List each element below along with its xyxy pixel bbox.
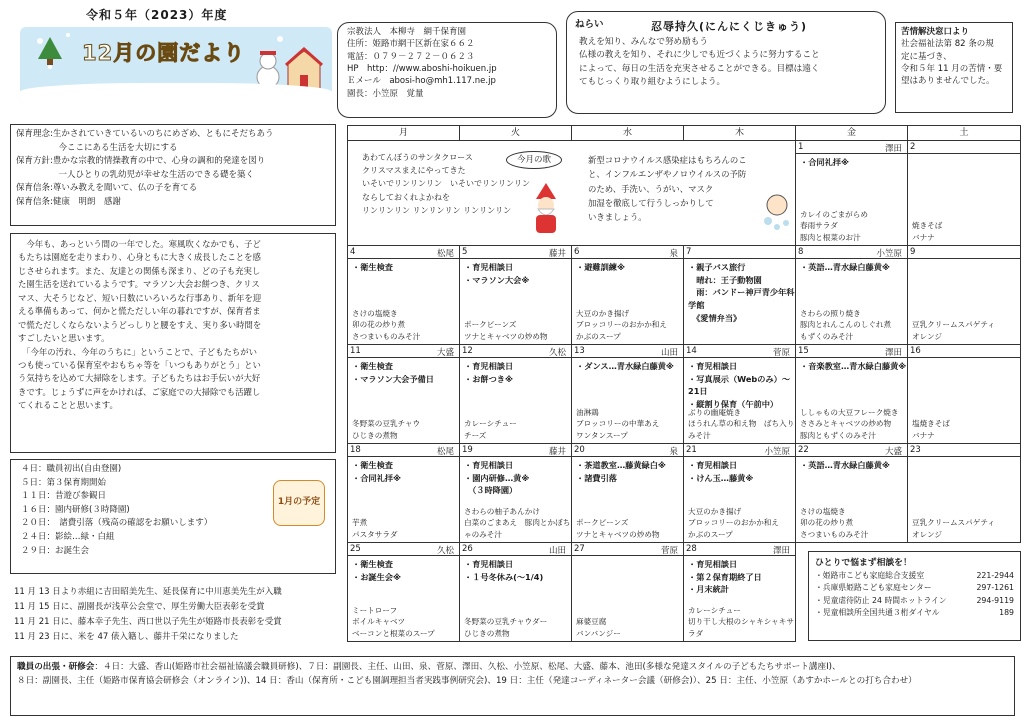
day-events: ・避難訓練※ [576, 262, 625, 272]
consult-item [815, 582, 1014, 594]
song-label: 今月の歌 [506, 151, 562, 169]
january-badge: 1月の予定 [273, 480, 325, 526]
day-divider [684, 555, 795, 556]
message-box: 今年も、あっという間の一年でした。寒風吹くなかでも、子ど もたちは園庭を走りまわり、心身ともに大きく成長したことを感 じさせられます。また、友達との関係も深まり、どの子も充実し た園生活を送れているようです。マラソン大会お餅つき、クリス マス、大そうじなど、短い日数にいろいろな行事あり、新年を迎 える準備もあって、何かと慌ただしい年の暮れですが、保育者ま で慌ただしくならないようどっしりと腰をすえ、実り多い時間を すごしたいと思います。 「今年の汚れ、今年のうちに」ということで、子どもたちがい つも使っている保育室やおもちゃ等を「いつもありがとう」とい う気持ちを込めて大掃除をします。子どもたちはお手伝いが大好 きです。じょうずに声をかければ、ご家庭での大掃除でも活躍し てくれることと思います。 [10, 233, 336, 453]
day-staff: 藤井 [548, 447, 566, 457]
day-menu: 麻婆豆腐 バンバンジー [576, 617, 621, 638]
day-events: ・育児相談日 ・マラソン大会※ [464, 262, 530, 285]
january-item: ２４日：影絵…緑・白組 [21, 531, 115, 542]
day-staff: 澤田 [884, 348, 902, 358]
day-menu: カレイのごまがらめ 春雨サラダ 豚肉と根菜のお汁 [800, 209, 868, 242]
calendar-day-21 [683, 443, 796, 543]
day-number: 25 [350, 544, 361, 554]
philosophy-box: 保育理念:生かされていきているいのちにめざめ、ともにそだちあう 今ここにある生活を大切にする 保育方針:豊かな宗教的情操教育の中で、心身の調和的発達を図り 一人ひとりの乳幼児が幸せな生活のできる礎を築く 保育信条:尊いみ教えを聞いて、仏の子を育てる 保育信条:健康 明朗 感謝 [10, 124, 336, 226]
consult-phone[interactable]: 189 [999, 608, 1014, 618]
day-menu: 冬野菜の豆乳チャウ ひじきの煮物 [352, 419, 421, 440]
calendar-day-22 [795, 443, 908, 543]
day-number: 16 [910, 346, 921, 356]
day-events: ・合同礼拝※ [800, 157, 849, 167]
day-menu: ミートローフ ボイルキャベツ ベーコンと根菜のスープ [352, 605, 435, 638]
day-divider [348, 357, 459, 358]
staff-news: 11 月 13 日より赤組に吉田昭美先生、延長保育に中川恵美先生が入職 11 月 15 日に、副園長が浅草公会堂で、厚生労働大臣表彰を受賞 11 月 21 日に、藤本幸子先生、西口世以子先生が姫路市長表彰を受賞 11 月 23 日に、米を 47 俵入籍し、藤井千栄になりました [14, 587, 282, 642]
santa-icon [528, 181, 564, 237]
day-staff: 大盛 [436, 348, 454, 358]
day-menu: 油淋鶏 ブロッコリーの中華あえ ワンタンスープ [576, 407, 660, 440]
day-divider [684, 456, 795, 457]
calendar-day-5 [459, 245, 572, 345]
day-events: ・衛生検査 [352, 262, 393, 272]
day-number: 9 [910, 247, 916, 257]
day-divider [348, 258, 459, 259]
day-divider [796, 357, 907, 358]
day-events: ・衛生検査 ・マラソン大会予備日 [352, 361, 434, 384]
snow-ground [20, 83, 332, 105]
calendar-day-13 [571, 344, 684, 444]
day-divider [460, 555, 571, 556]
day-divider [460, 258, 571, 259]
school-address: 住所：姫路市網干区新在家６６２ [347, 39, 475, 50]
school-info [337, 22, 557, 118]
calendar-day-2 [907, 140, 1021, 246]
calendar-day-12 [459, 344, 572, 444]
day-number: 12 [462, 346, 473, 356]
consult-name: ・兵庫県姫路こども家庭センター [815, 583, 932, 593]
health-notice: 新型コロナウイルス感染症はもちろんのこ と、インフルエンザやノロウイルスの予防 のため、手洗い、うがい、マスク 加湿を徹底して行うしっかりして いきましょう。 [588, 155, 747, 223]
day-divider [796, 258, 907, 259]
aims-label: ねらい [575, 19, 604, 30]
weekday-header: 月 [347, 125, 460, 141]
weekday-header: 木 [683, 125, 796, 141]
day-menu: 冬野菜の豆乳チャウダー ひじきの煮物 [464, 617, 548, 638]
consult-phone[interactable]: 221-2944 [976, 571, 1014, 580]
song-lyrics: あわてんぼうのサンタクロース クリスマスまえにやってきた いそいでリンリンリン いそいでリンリンリン ならしておくれよかねを リンリンリン リンリンリン リンリンリン [362, 153, 530, 215]
day-menu: 塩焼きそば バナナ [912, 419, 950, 440]
day-divider [908, 153, 1020, 154]
day-number: 28 [686, 544, 697, 554]
day-events: ・衛生検査 ・お誕生会※ [352, 559, 401, 582]
banner [20, 27, 332, 105]
calendar-day-7 [683, 245, 796, 345]
song-notice-cell [347, 140, 796, 246]
calendar-day-28 [683, 542, 796, 642]
calendar-day-14 [683, 344, 796, 444]
calendar-day-18 [347, 443, 460, 543]
day-staff: 久松 [548, 348, 566, 358]
weekday-header: 金 [795, 125, 908, 141]
day-events: ・育児相談日 ・第２保育期終了日 ・月末統計 [688, 559, 762, 595]
calendar-day-8 [795, 245, 908, 345]
day-menu: ししゃもの大豆フレーク焼き ささみとキャベツの炒め物 豚肉ともずくのみそ汁 [800, 407, 899, 440]
day-menu: さわらの照り焼き 豚肉とれんこんのしぐれ煮 もずくのみそ汁 [800, 308, 892, 341]
day-number: 2 [910, 142, 916, 152]
school-phone: 電話：０７９－２７２－０６２３ [347, 51, 475, 62]
calendar-day-25 [347, 542, 460, 642]
calendar-day-9 [907, 245, 1021, 345]
day-events: ・衛生検査 ・合同礼拝※ [352, 460, 401, 483]
january-item: １６日：園内研修(３時降園) [21, 504, 130, 515]
day-menu: 豆乳クリームスパゲティ オレンジ [912, 518, 995, 539]
day-number: 5 [462, 247, 468, 257]
january-item: １１日：昔遊び参観日 [21, 491, 107, 502]
day-number: 27 [574, 544, 585, 554]
calendar-day-26 [459, 542, 572, 642]
consult-title: ひとりで悩まず相談を！ [815, 558, 912, 568]
school-name: 宗教法人 本柳寺 網千保育園 [347, 27, 467, 37]
aims-body: 教えを知り、みんなで努め励もう 仏様の教えを知り、それに少しでも近づくように努力すること によって、毎日の生活を充実させることができる。目標は遠く てもじっくり取り組むようにしよう。 [579, 37, 820, 87]
day-events: ・ダンス…青水緑白藤黄※ [576, 361, 674, 371]
school-email[interactable]: Ｅメール abosi-ho@mh1.117.ne.jp [347, 76, 496, 87]
day-divider [572, 357, 683, 358]
handwash-icon [760, 191, 794, 231]
day-divider [684, 357, 795, 358]
day-divider [460, 456, 571, 457]
day-staff: 松尾 [436, 249, 454, 259]
footer-training [10, 656, 1015, 716]
footer-label: 職員の出張・研修会 [17, 662, 95, 672]
day-menu: 豆乳クリームスパゲティ オレンジ [912, 320, 995, 341]
day-events: ・音楽教室…青水緑白藤黄※ [800, 361, 907, 371]
day-staff: 澤田 [772, 546, 790, 556]
day-staff: 久松 [436, 546, 454, 556]
consult-name: ・姫路市こども家庭総合支援室 [815, 571, 925, 580]
day-menu: カレーシチュー チーズ [464, 419, 517, 440]
day-staff: 泉 [669, 249, 678, 259]
day-staff: 澤田 [884, 144, 902, 154]
day-staff: 山田 [548, 546, 566, 556]
day-staff: 藤井 [548, 249, 566, 259]
school-homepage[interactable]: HP http：//www.aboshi-hoikuen.jp [347, 63, 497, 74]
day-events: ・茶道教室…藤黄緑白※ ・諸費引落 [576, 460, 666, 483]
day-number: 14 [686, 346, 697, 356]
aims-motto: 忍辱持久(にんにくじきゅう) [651, 20, 808, 33]
day-number: 1 [798, 142, 804, 152]
day-events: ・育児相談日 ・園内研修…黄※ （３時降園） [464, 460, 530, 496]
january-item: ５日：第３保育期開始 [21, 477, 107, 488]
calendar-day-6 [571, 245, 684, 345]
day-divider [684, 258, 795, 259]
day-menu: 大豆のかき揚げ ブロッコリーのおかか和え かぶのスープ [688, 506, 779, 539]
complaint-title: 苦情解決窓口より [901, 27, 970, 37]
day-number: 4 [350, 247, 356, 257]
consult-phone[interactable]: 297-1261 [976, 583, 1014, 593]
complaint-body: 社会福祉法第 82 条の規 定に基づき、 令和５年 11 月の苦情・要 望はありませんでした。 [901, 39, 1003, 87]
day-number: 26 [462, 544, 473, 554]
day-divider [572, 258, 683, 259]
aims-box [566, 11, 886, 114]
calendar-day-15 [795, 344, 908, 444]
calendar-day-1 [795, 140, 908, 246]
day-events: ・英語…青水緑白藤黄※ [800, 262, 890, 272]
school-principal: 園長：小笠原 覚量 [347, 88, 424, 99]
day-number: 19 [462, 445, 473, 455]
calendar-day-20 [571, 443, 684, 543]
january-box [10, 459, 336, 574]
day-staff: 小笠原 [876, 249, 902, 259]
day-staff: 小笠原 [764, 447, 790, 457]
day-events: ・親子バス旅行 晴れ：王子動物園 雨：バンドー神戸青少年科学館 《愛情弁当》 [688, 262, 795, 323]
day-divider [908, 258, 1020, 259]
day-staff: 山田 [660, 348, 678, 358]
calendar-day-4 [347, 245, 460, 345]
day-number: 11 [350, 346, 361, 356]
weekday-header: 水 [571, 125, 684, 141]
day-menu: ぶりの幽庵焼き ほうれん草の和え物 ばち入りみそ汁 [688, 407, 795, 440]
day-menu: さわらの柚子あんかけ 白菜のごまあえ 豚肉とかぼちゃのみそ汁 [464, 506, 571, 539]
consult-name: ・児童相談所全国共通３桁ダイヤル [815, 608, 940, 618]
day-events: ・英語…青水緑白藤黄※ [800, 460, 890, 470]
weekday-header: 火 [459, 125, 572, 141]
day-number: 7 [686, 247, 692, 257]
day-staff: 大盛 [884, 447, 902, 457]
day-divider [796, 456, 907, 457]
day-number: 8 [798, 247, 804, 257]
consult-phone[interactable]: 294-9119 [976, 595, 1014, 605]
january-item: ２９日：お誕生会 [21, 545, 90, 556]
day-number: 23 [910, 445, 921, 455]
day-menu: カレーシチュー 切り干し大根のシャキシャキサラダ [688, 605, 794, 638]
consult-item [815, 570, 1014, 582]
day-divider [572, 456, 683, 457]
calendar-day-19 [459, 443, 572, 543]
january-item: ４日：職員初出(自由登園) [21, 464, 122, 474]
day-number: 6 [574, 247, 580, 257]
weekday-header: 土 [907, 125, 1021, 141]
banner-title: 12月の園だより [82, 41, 246, 65]
day-events: ・育児相談日 ・けん玉…藤黄※ [688, 460, 754, 483]
day-staff: 松尾 [436, 447, 454, 457]
calendar-day-27 [571, 542, 684, 642]
day-menu: ポークビーンズ ツナとキャベツの炒め物 [464, 320, 548, 341]
day-number: 20 [574, 445, 585, 455]
day-staff: 菅原 [772, 348, 790, 358]
day-number: 22 [798, 445, 809, 455]
consult-item [815, 607, 1014, 619]
footer-body: ：４日：大盛、香山(姫路市社会福祉協議会職員研修)、７日：副園長、主任、山田、泉、菅原、澤田、久松、小笠原、松尾、大盛、藤本、池田(多様な発達スタイルの子どもたちサポート講座Ⅰ)、 ８日：副園長、主任（姫路市保育協会研修会（オンライン))、14 日：香山（保育所・こども園調理担当者実践事例研究会)、19 日：主任（発達コーディネーター会議（研修会)）、25 日：主任、小笠原（あすかホールとの打ち合わせ） [17, 662, 917, 687]
era-title: 令和５年（2023）年度 [86, 8, 228, 22]
day-staff: 泉 [669, 447, 678, 457]
day-divider [908, 456, 1020, 457]
calendar-day-16 [907, 344, 1021, 444]
day-divider [348, 555, 459, 556]
day-events: ・育児相談日 ・写真展示（Webのみ）～21日 ・縦割り保育（午前中） [688, 361, 791, 410]
day-menu: ポークビーンズ ツナとキャベツの炒め物 [576, 518, 660, 539]
day-menu: さけの塩焼き 卯の花の炒り煮 さつまいものみそ汁 [800, 506, 869, 539]
day-menu: さけの塩焼き 卯の花の炒り煮 さつまいものみそ汁 [352, 308, 421, 341]
day-events: ・育児相談日 ・お餅つき※ [464, 361, 514, 384]
day-number: 18 [350, 445, 361, 455]
day-menu: 焼きそば バナナ [912, 221, 943, 242]
day-divider [572, 555, 683, 556]
day-number: 21 [686, 445, 697, 455]
day-menu: 芋煮 パスタサラダ [352, 518, 398, 539]
day-divider [348, 456, 459, 457]
day-number: 15 [798, 346, 809, 356]
calendar-day-11 [347, 344, 460, 444]
day-events: ・育児相談日 ・１号冬休み(～1/4) [464, 559, 544, 582]
day-staff: 菅原 [660, 546, 678, 556]
day-divider [796, 153, 907, 154]
calendar-day-23 [907, 443, 1021, 543]
day-divider [908, 357, 1020, 358]
day-divider [460, 357, 571, 358]
consult-box [808, 551, 1021, 641]
day-menu: 大豆のかき揚げ ブロッコリーのおかか和え かぶのスープ [576, 308, 667, 341]
consult-name: ・児童虐待防止 24 時間ホットライン [815, 595, 947, 605]
day-number: 13 [574, 346, 585, 356]
complaint-box [895, 22, 1013, 113]
january-item: ２０日： 諸費引落（残高の確認をお願いします） [21, 518, 213, 529]
consult-item [815, 595, 1014, 607]
